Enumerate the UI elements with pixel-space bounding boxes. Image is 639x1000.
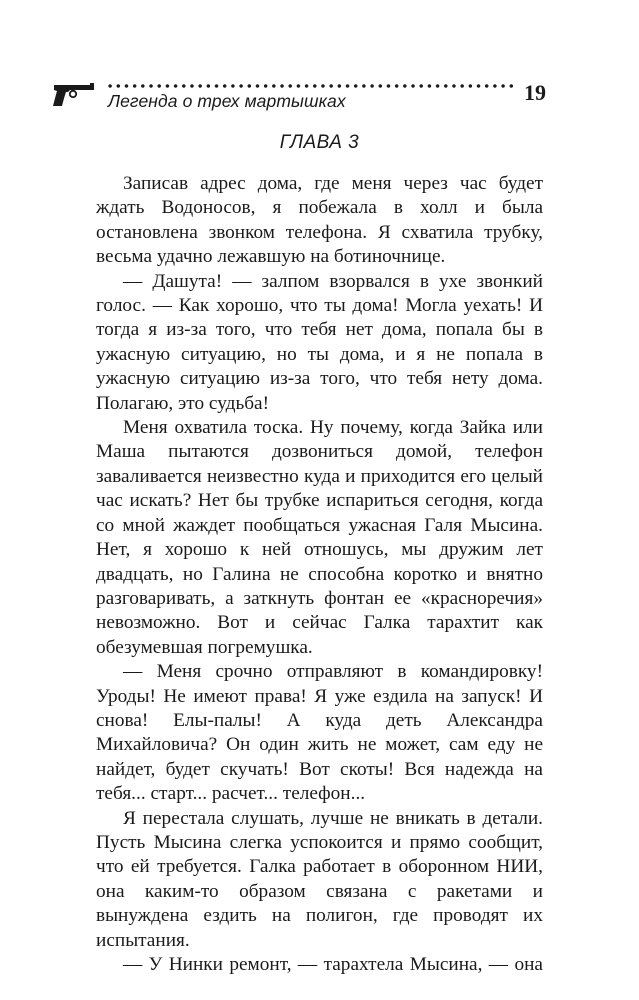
paragraph-5: Я перестала слушать, лучше не вникать в детали. Пусть Мысина слегка успокоится и прямо сообщит, что ей требуется. Галка работает в оборонном НИИ, она каким-то образом связана с ракетами и вынуждена ездить на полигон, где проводят их испытания. [96,807,543,951]
paragraph-3: Меня охватила тоска. Ну почему, когда Зайка или Маша пытаются дозвониться домой, телефон заваливается неизвестно куда и приходится его целый час искать? Нет бы трубке испариться сегодня, когда со мной жаждет пообщаться ужасная Галя Мысина. Нет, я хорошо к ней отношусь, мы дружим лет двадцать, но Галина не способна коротко и внятно разговаривать, а заткнуть фонтан ее «красноречия» невозможно. Вот и сейчас Галка тарахтит как обезумевшая погремушка. [96,417,543,658]
paragraph-4: — Меня срочно отправляют в командировку! Уроды! Не имеют права! Я уже ездила на запуск! И снова! Елы-палы! А куда деть Александра Михайловича? Он один жить не может, сам еду не найдет, будет скучать! Вот скоты! Вся надежда на тебя... старт... расчет... телефон... [96,661,543,805]
dotted-rule [106,82,516,90]
revolver-icon [50,82,96,108]
page-number: 19 [524,80,546,105]
running-header [50,78,550,118]
body-text [96,172,543,977]
paragraph-6: — У Нинки ремонт, — тарахтела Мысина, — она [123,954,543,975]
chapter-title: ГЛАВА 3 [279,132,360,153]
paragraph-2: — Дашута! — залпом взорвался в ухе звонкий голос. — Как хорошо, что ты дома! Могла уехать! И тогда я из-за того, что тебя нет дома, попала бы в ужасную ситуацию, но ты дома, и я не попала в ужасную ситуацию из-за того, что тебя нету дома. Полагаю, это судьба! [96,270,543,414]
paragraph-1: Записав адрес дома, где меня через час будет ждать Водоносов, я побежала в холл и была остановлена звонком телефона. Я схватила трубку, весьма удачно лежавшую на ботиночнице. [96,173,543,268]
running-title: Легенда о трех мартышках [108,91,346,111]
